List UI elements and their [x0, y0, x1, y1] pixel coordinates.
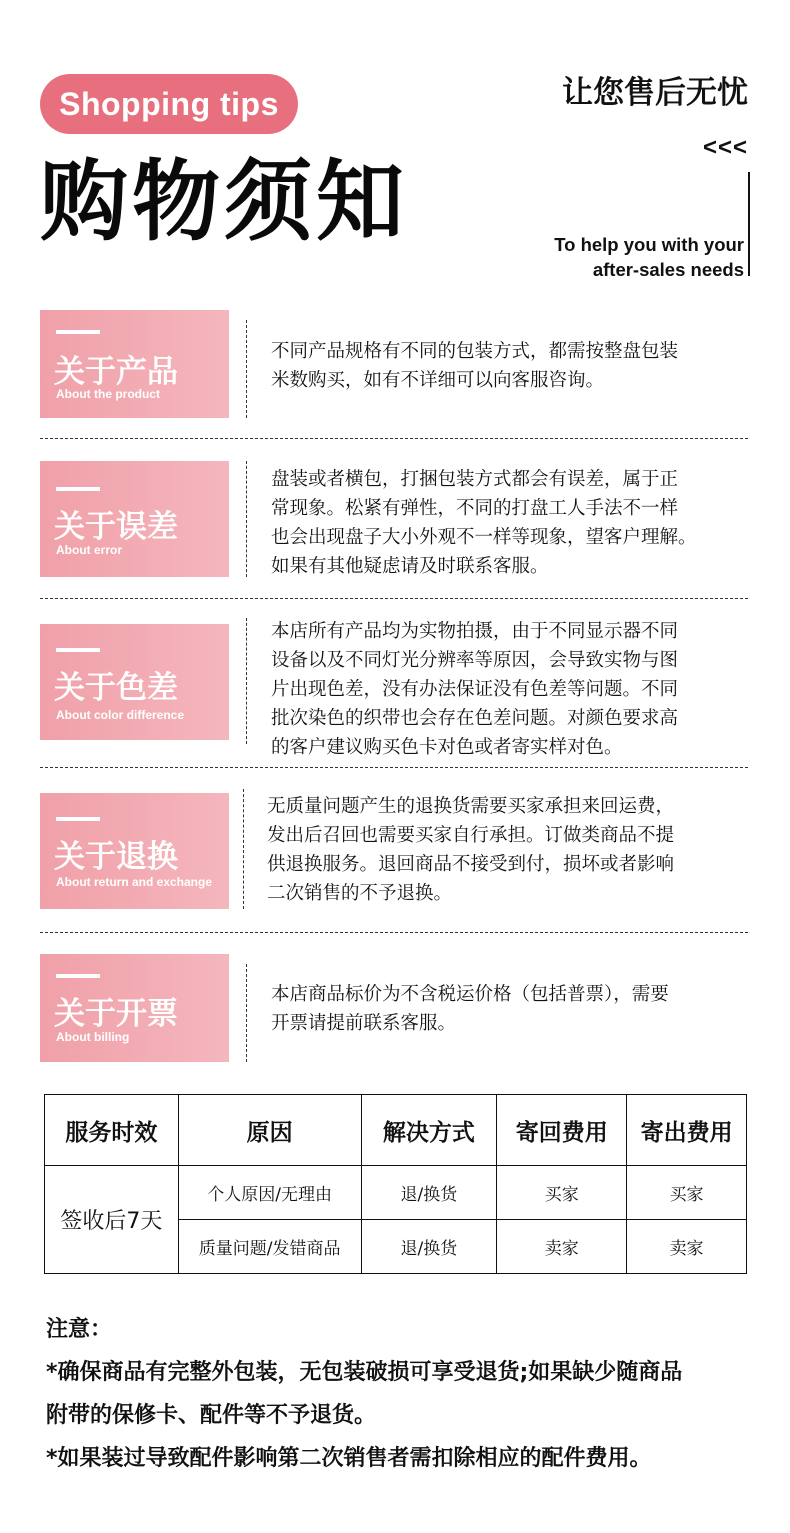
section-title-en: About billing [56, 1030, 130, 1044]
section-badge [40, 793, 229, 909]
section-divider [246, 320, 247, 418]
section-title-cn: 关于退换 [54, 839, 178, 875]
section-title-cn: 关于产品 [54, 354, 178, 390]
section-badge [40, 461, 229, 577]
table-header: 服务时效 [45, 1095, 179, 1166]
subtitle-line-2: after-sales needs [592, 259, 744, 280]
table-header-row [45, 1095, 747, 1166]
table-cell: 卖家 [497, 1220, 627, 1274]
table-header: 解决方式 [361, 1095, 497, 1166]
notes-line: *如果装过导致配件影响第二次销售者需扣除相应的配件费用。 [46, 1446, 652, 1471]
text-line: 批次染色的织带也会存在色差问题。对颜色要求高 [271, 708, 679, 729]
section-color [40, 616, 748, 758]
section-error [40, 461, 748, 577]
text-line: 供退换服务。退回商品不接受到付，损坏或者影响 [267, 854, 675, 875]
section-title-en: About color difference [56, 708, 185, 722]
header-divider [748, 172, 750, 276]
table-cell: 买家 [497, 1166, 627, 1220]
table-cell: 个人原因/无理由 [178, 1166, 361, 1220]
section-title-en: About error [56, 543, 122, 557]
section-separator [40, 932, 748, 933]
text-line: 片出现色差，没有办法保证没有色差等问题。不同 [271, 679, 679, 700]
section-title-cn: 关于色差 [54, 670, 178, 706]
text-line: 本店商品标价为不含税运价格（包括普票），需要 [271, 984, 669, 1005]
section-badge [40, 310, 229, 418]
section-separator [40, 767, 748, 768]
table-header: 原因 [178, 1095, 361, 1166]
english-subtitle [554, 232, 744, 282]
section-title-cn: 关于误差 [54, 509, 178, 545]
text-line: 米数购买，如有不详细可以向客服咨询。 [271, 370, 605, 391]
section-title-cn: 关于开票 [54, 996, 178, 1032]
section-separator [40, 598, 748, 599]
table-header: 寄回费用 [497, 1095, 627, 1166]
table-cell: 退/换货 [361, 1220, 497, 1274]
section-billing [40, 954, 748, 1062]
notes-line: *确保商品有完整外包装，无包装破损可享受退货;如果缺少随商品 [46, 1360, 683, 1385]
notes-line: 附带的保修卡、配件等不予退货。 [46, 1403, 377, 1428]
table-cell: 卖家 [627, 1220, 747, 1274]
text-line: 不同产品规格有不同的包装方式，都需按整盘包装 [271, 341, 679, 362]
section-return [40, 789, 748, 911]
service-table [44, 1094, 747, 1274]
table-cell: 买家 [627, 1166, 747, 1220]
text-line: 开票请提前联系客服。 [271, 1013, 457, 1034]
text-line: 设备以及不同灯光分辨率等原因，会导致实物与图 [271, 650, 679, 671]
badge-dash [56, 648, 100, 652]
service-period: 签收后7天 [45, 1166, 179, 1274]
page-title: 购物须知 [40, 150, 409, 253]
badge-dash [56, 974, 100, 978]
section-divider [246, 618, 247, 744]
text-line: 的客户建议购买色卡对色或者寄实样对色。 [271, 737, 623, 758]
section-divider [246, 461, 247, 577]
text-line: 如果有其他疑虑请及时联系客服。 [271, 556, 549, 577]
section-text [271, 337, 678, 395]
shopping-tips-pill: Shopping tips [40, 74, 298, 134]
subtitle-line-1: To help you with your [554, 234, 744, 255]
text-line: 二次销售的不予退换。 [267, 883, 453, 904]
slogan: 让您售后无忧 [562, 75, 748, 111]
section-text [271, 465, 697, 581]
section-badge [40, 954, 229, 1062]
section-title-en: About return and exchange [56, 875, 213, 889]
section-text [267, 792, 674, 908]
text-line: 盘装或者横包，打捆包装方式都会有误差，属于正 [271, 469, 679, 490]
section-badge [40, 624, 229, 740]
notes-block [46, 1308, 766, 1480]
section-divider [246, 964, 247, 1062]
section-text [271, 617, 678, 762]
section-product [40, 310, 748, 418]
table-row [45, 1166, 747, 1220]
section-text [271, 980, 669, 1038]
text-line: 发出后召回也需要买家自行承担。订做类商品不提 [267, 825, 675, 846]
text-line: 常现象。松紧有弹性，不同的打盘工人手法不一样 [271, 498, 679, 519]
arrows-decoration: <<< [702, 134, 748, 161]
text-line: 无质量问题产生的退换货需要买家承担来回运费， [267, 796, 675, 817]
section-separator [40, 438, 748, 439]
table-header: 寄出费用 [627, 1095, 747, 1166]
section-title-en: About the product [56, 387, 160, 401]
text-line: 本店所有产品均为实物拍摄，由于不同显示器不同 [271, 621, 679, 642]
text-line: 也会出现盘子大小外观不一样等现象，望客户理解。 [271, 527, 697, 548]
table-cell: 退/换货 [361, 1166, 497, 1220]
badge-dash [56, 487, 100, 491]
table-cell: 质量问题/发错商品 [178, 1220, 361, 1274]
badge-dash [56, 330, 100, 334]
notes-title: 注意： [46, 1317, 113, 1342]
section-divider [243, 789, 244, 909]
badge-dash [56, 817, 100, 821]
